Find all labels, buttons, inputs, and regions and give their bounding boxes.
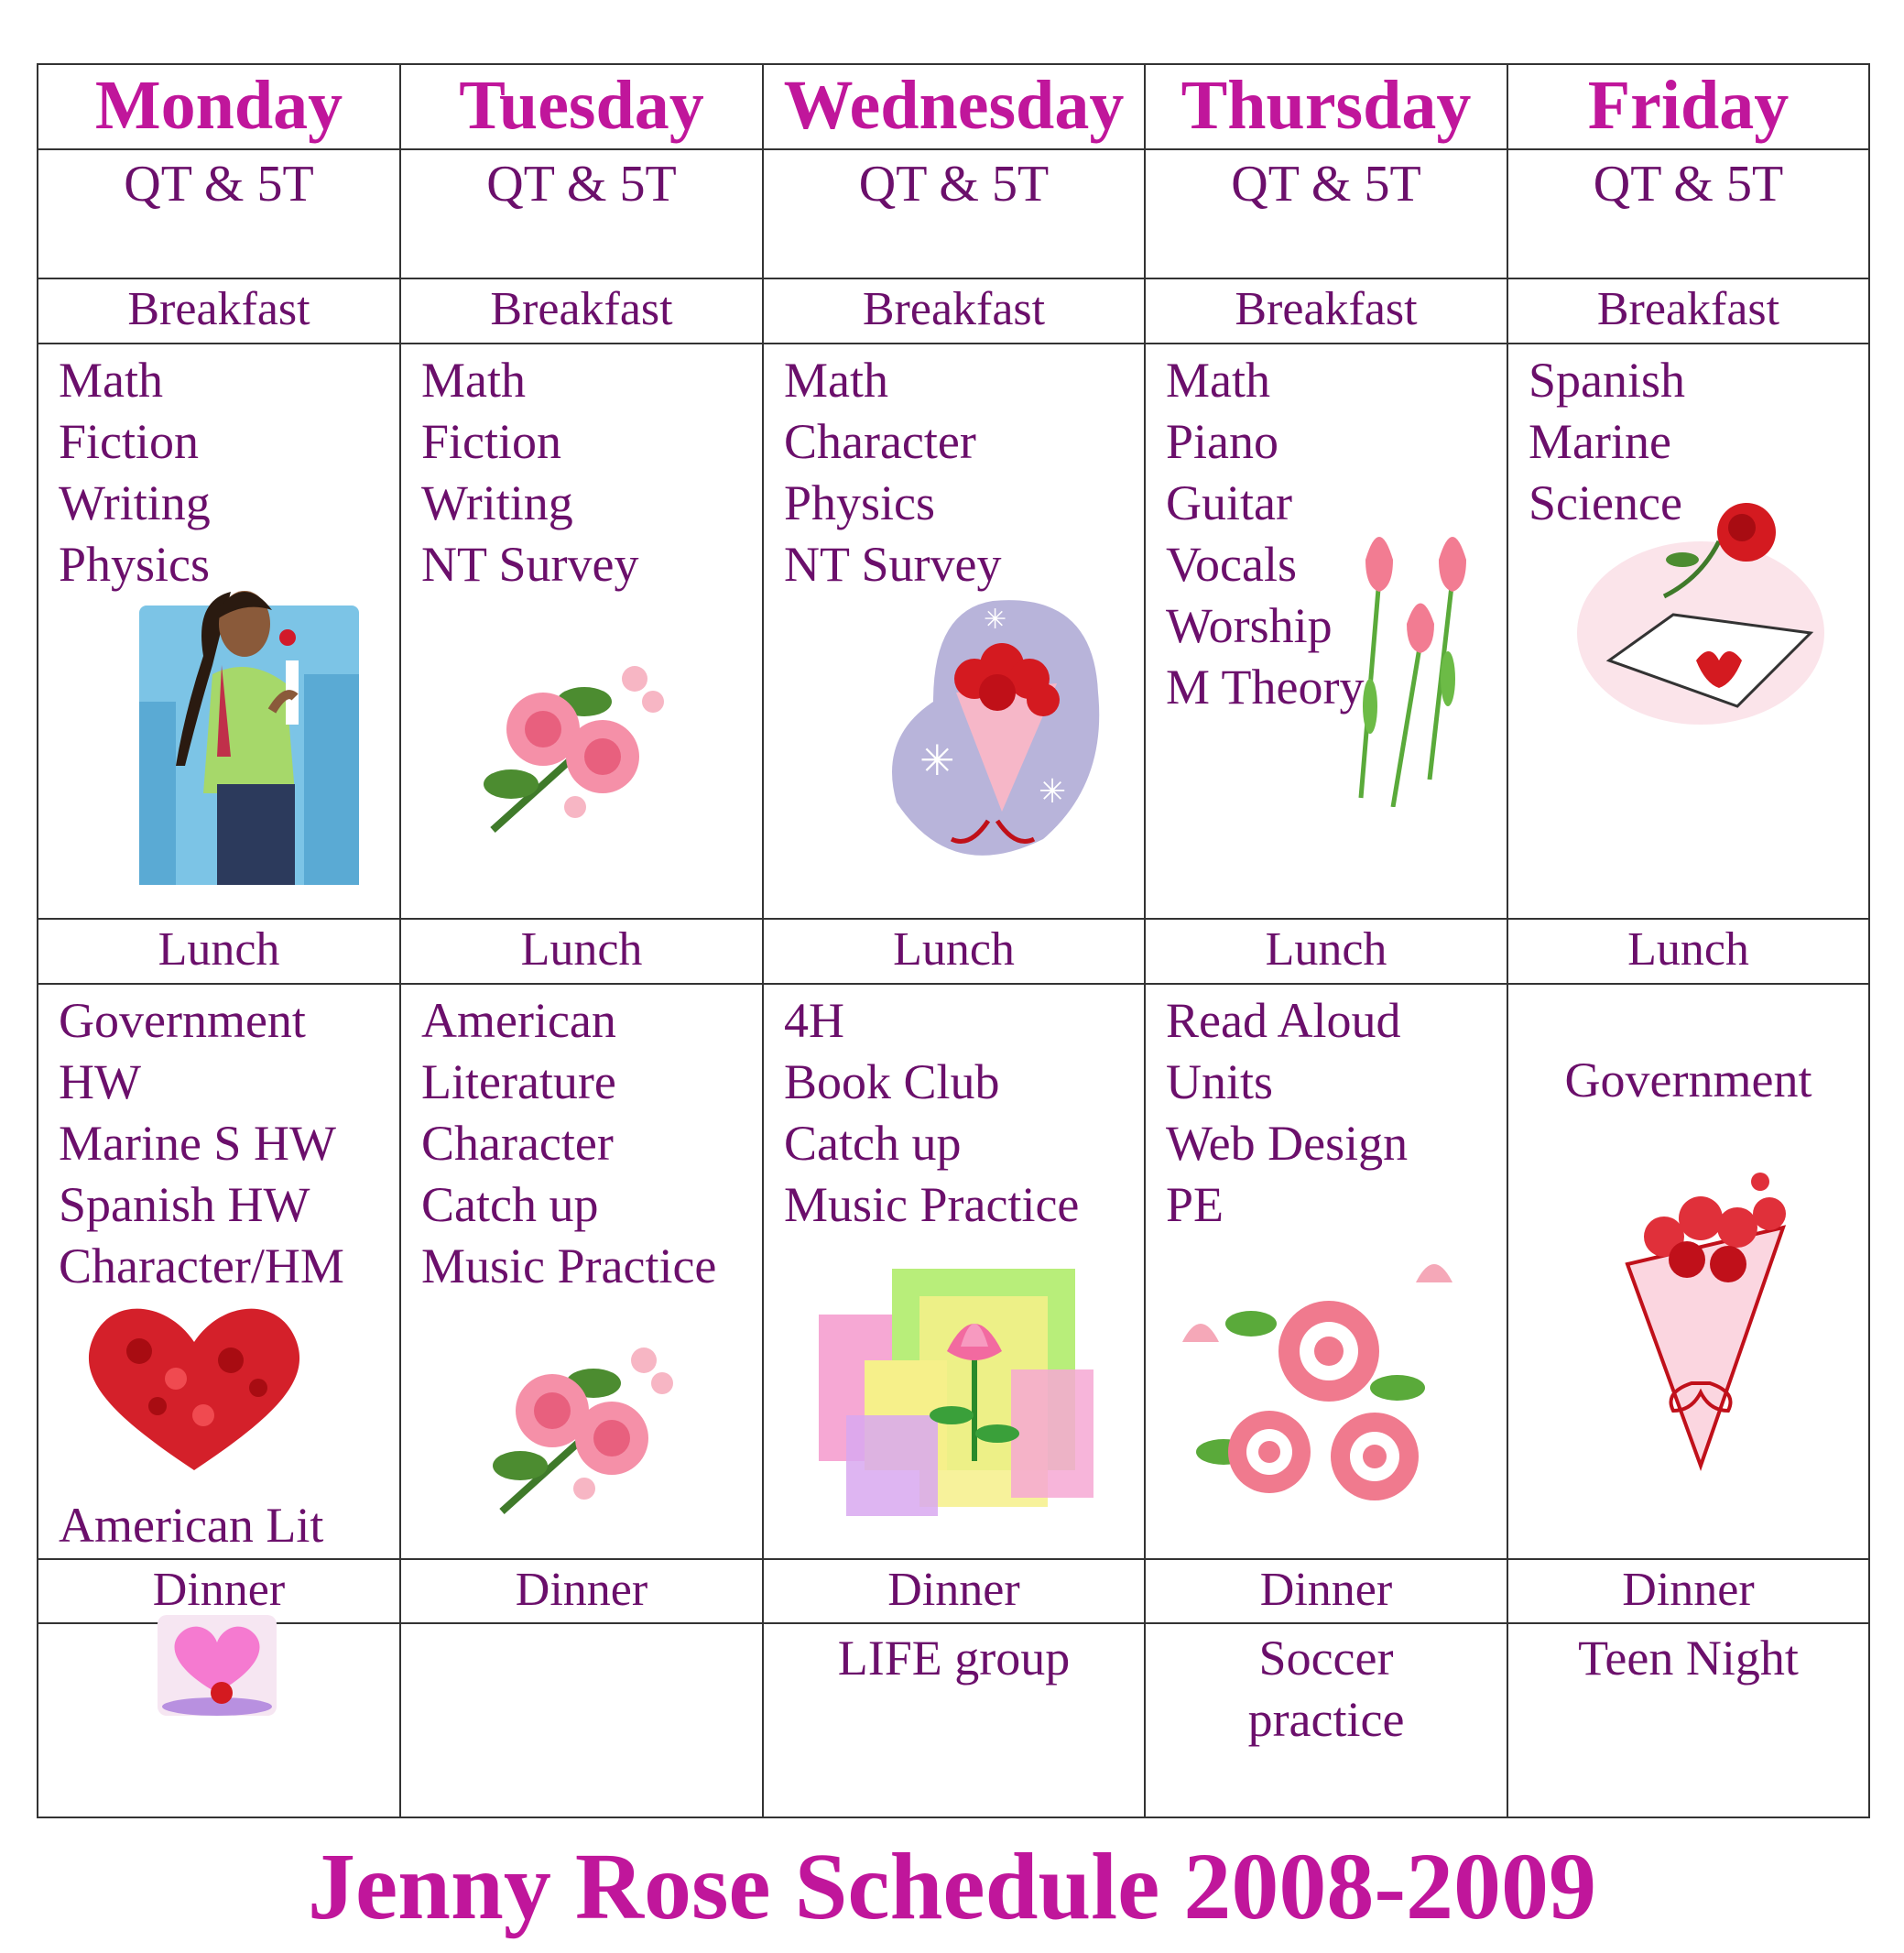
meal-label: Breakfast xyxy=(490,283,673,336)
subject-item: Math xyxy=(59,352,163,408)
meal-label: Breakfast xyxy=(862,283,1046,336)
qt-text: QT & 5T xyxy=(858,156,1050,213)
day-name: Thursday xyxy=(1180,67,1472,144)
day-name: Monday xyxy=(94,67,343,144)
morning-cell-wednesday xyxy=(763,344,1145,919)
meal-label: Dinner xyxy=(1622,1563,1755,1616)
morning-row xyxy=(38,344,1869,919)
subject-item: Physics xyxy=(784,475,936,530)
subject-list xyxy=(1508,344,1868,534)
subject-item: Government xyxy=(59,992,306,1048)
red-rose-bouquet-clipart xyxy=(1600,1173,1811,1475)
morning-cell-thursday xyxy=(1145,344,1507,919)
breakfast-cell xyxy=(1145,278,1507,344)
svg-text:✳: ✳ xyxy=(919,735,955,785)
schedule-table xyxy=(37,63,1870,1818)
lunch-cell xyxy=(38,919,400,984)
day-name: Tuesday xyxy=(459,67,704,144)
lunch-row xyxy=(38,919,1869,984)
afternoon-cell-friday xyxy=(1507,984,1869,1559)
evening-cell-friday xyxy=(1507,1623,1869,1817)
subject-item: Spanish xyxy=(1529,352,1686,408)
day-name: Friday xyxy=(1587,67,1790,144)
meal-label: Dinner xyxy=(1259,1563,1393,1616)
subject-item: Fiction xyxy=(59,413,200,469)
bouquet-clipart xyxy=(883,592,1112,876)
morning-cell-tuesday xyxy=(400,344,763,919)
subject-item: Fiction xyxy=(421,413,562,469)
abstract-lotus-clipart xyxy=(810,1250,1112,1525)
subject-item: Marine S HW xyxy=(59,1115,336,1171)
heart-gift-clipart xyxy=(148,1606,286,1725)
meal-label: Dinner xyxy=(887,1563,1020,1616)
meal-label: Breakfast xyxy=(1235,283,1418,336)
woman-with-rose-clipart xyxy=(130,573,359,885)
page-title: Jenny Rose Schedule 2008-2009 xyxy=(308,1834,1596,1939)
subject-item: PE xyxy=(1166,1176,1224,1232)
meal-label: Lunch xyxy=(158,923,280,976)
header-cell-wednesday xyxy=(763,64,1145,149)
subject-list xyxy=(1146,985,1507,1236)
meal-label: Dinner xyxy=(515,1563,648,1616)
meal-label: Lunch xyxy=(1265,923,1387,976)
subject-item: American Lit xyxy=(59,1497,324,1553)
breakfast-row xyxy=(38,278,1869,344)
afternoon-cell-tuesday xyxy=(400,984,763,1559)
subject-item: Spanish HW xyxy=(59,1176,310,1232)
subject-item: Science xyxy=(1529,475,1682,530)
header-cell-tuesday xyxy=(400,64,763,149)
subject-item: NT Survey xyxy=(421,536,639,592)
subject-item: M Theory xyxy=(1166,659,1365,715)
evening-cell-wednesday xyxy=(763,1623,1145,1817)
qt-cell xyxy=(400,149,763,278)
subject-item: Math xyxy=(784,352,888,408)
subject-item: 4H xyxy=(784,992,844,1048)
subject-item: Government xyxy=(1564,1052,1812,1107)
breakfast-cell xyxy=(400,278,763,344)
afternoon-cell-thursday xyxy=(1145,984,1507,1559)
afternoon-row xyxy=(38,984,1869,1559)
day-header-row xyxy=(38,64,1869,149)
subject-list xyxy=(764,344,1144,595)
subject-item: Vocals xyxy=(1166,536,1297,592)
qt-cell xyxy=(763,149,1145,278)
subject-list xyxy=(764,985,1144,1236)
pink-roses-clipart xyxy=(474,647,685,848)
subject-item: Catch up xyxy=(421,1176,599,1232)
meal-label: Dinner xyxy=(152,1563,286,1616)
qt-cell xyxy=(38,149,400,278)
subject-item: Marine xyxy=(1529,413,1671,469)
evening-activity-line: practice xyxy=(1247,1692,1405,1748)
evening-activity: LIFE group xyxy=(837,1631,1071,1686)
subject-item: Literature xyxy=(421,1053,616,1109)
qt-cell xyxy=(1507,149,1869,278)
qt-text: QT & 5T xyxy=(486,156,677,213)
meal-label: Lunch xyxy=(520,923,643,976)
subject-item: Read Aloud xyxy=(1166,992,1401,1048)
meal-label: Lunch xyxy=(1627,923,1749,976)
dinner-cell xyxy=(763,1559,1145,1624)
subject-item: Music Practice xyxy=(784,1176,1080,1232)
breakfast-cell xyxy=(1507,278,1869,344)
pink-rose-bunch-clipart xyxy=(1169,1260,1462,1525)
dinner-cell xyxy=(1507,1559,1869,1624)
afternoon-cell-wednesday xyxy=(763,984,1145,1559)
subject-item: Character/HM xyxy=(59,1238,344,1293)
subject-item: HW xyxy=(59,1053,141,1109)
subject-item: American xyxy=(421,992,616,1048)
header-cell-thursday xyxy=(1145,64,1507,149)
subject-item: Web Design xyxy=(1166,1115,1409,1171)
header-cell-monday xyxy=(38,64,400,149)
lunch-cell xyxy=(763,919,1145,984)
subject-item: Piano xyxy=(1166,413,1279,469)
evening-activity xyxy=(1146,1624,1507,1751)
meal-label: Lunch xyxy=(893,923,1015,976)
subject-item: Physics xyxy=(59,536,211,592)
subject-item: Worship xyxy=(1166,597,1333,653)
subject-item: Units xyxy=(1166,1053,1274,1109)
lunch-cell xyxy=(1145,919,1507,984)
evening-cell-tuesday xyxy=(400,1623,763,1817)
evening-cell-monday xyxy=(38,1623,400,1817)
header-cell-friday xyxy=(1507,64,1869,149)
meal-label: Breakfast xyxy=(127,283,310,336)
day-name: Wednesday xyxy=(783,67,1125,144)
subject-item: Writing xyxy=(59,475,211,530)
evening-cell-thursday xyxy=(1145,1623,1507,1817)
subject-item: Catch up xyxy=(784,1115,962,1171)
evening-activity-line: Soccer xyxy=(1258,1631,1394,1686)
breakfast-cell xyxy=(38,278,400,344)
morning-cell-monday xyxy=(38,344,400,919)
subject-item: Book Club xyxy=(784,1053,1000,1109)
meal-label: Breakfast xyxy=(1596,283,1780,336)
subject-list xyxy=(38,985,399,1297)
dinner-cell xyxy=(400,1559,763,1624)
subject-item: NT Survey xyxy=(784,536,1002,592)
qt-text: QT & 5T xyxy=(124,156,314,213)
subject-item: Math xyxy=(421,352,526,408)
afternoon-cell-monday xyxy=(38,984,400,1559)
subject-item: Character xyxy=(421,1115,614,1171)
breakfast-cell xyxy=(763,278,1145,344)
svg-text:✳: ✳ xyxy=(984,603,1007,636)
evening-activity: Teen Night xyxy=(1578,1631,1799,1686)
pink-roses-clipart xyxy=(484,1328,694,1530)
subject-item: Music Practice xyxy=(421,1238,717,1293)
subject-item: Writing xyxy=(421,475,573,530)
dinner-cell xyxy=(1145,1559,1507,1624)
subject-list xyxy=(38,344,399,595)
lunch-cell xyxy=(400,919,763,984)
qt-text: QT & 5T xyxy=(1593,156,1784,213)
rose-petal-heart-clipart xyxy=(75,1296,313,1479)
qt-text: QT & 5T xyxy=(1231,156,1421,213)
subject-list xyxy=(401,985,762,1297)
morning-cell-friday xyxy=(1507,344,1869,919)
svg-text:✳: ✳ xyxy=(1039,772,1067,811)
subject-item: Character xyxy=(784,413,976,469)
qt-cell xyxy=(1145,149,1507,278)
subject-item: Math xyxy=(1166,352,1270,408)
evening-row xyxy=(38,1623,1869,1817)
subject-list xyxy=(1146,344,1507,718)
dinner-row xyxy=(38,1559,1869,1624)
subject-item: Guitar xyxy=(1166,475,1292,530)
lunch-cell xyxy=(1507,919,1869,984)
subject-list xyxy=(401,344,762,595)
qt-row xyxy=(38,149,1869,278)
